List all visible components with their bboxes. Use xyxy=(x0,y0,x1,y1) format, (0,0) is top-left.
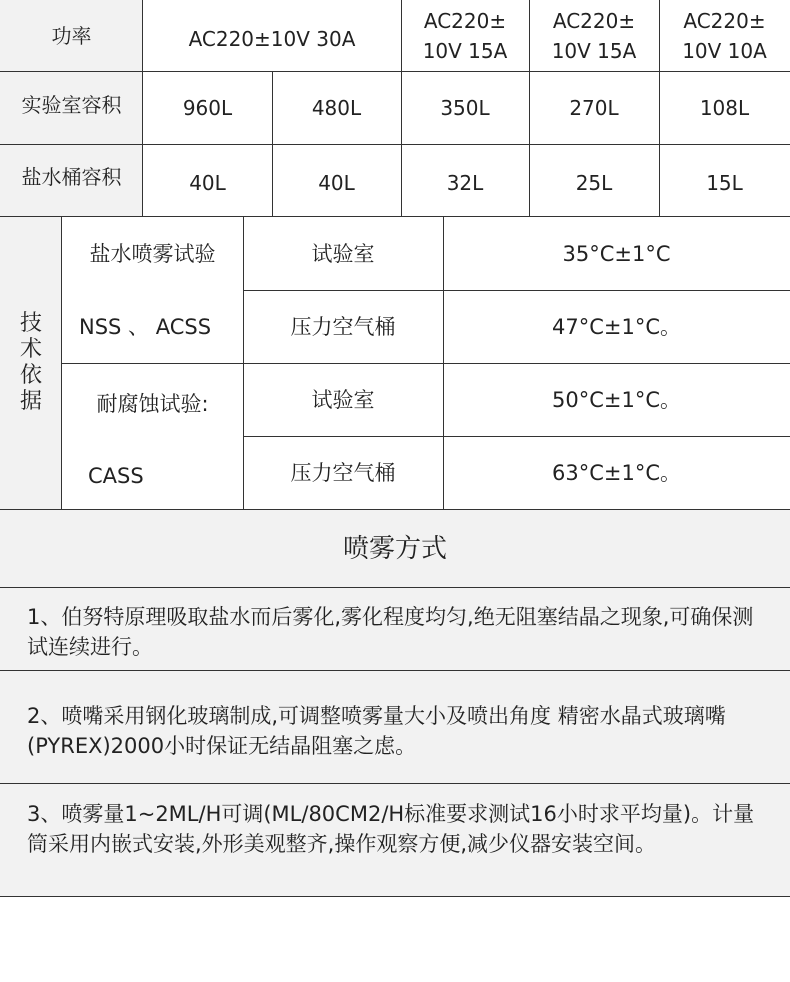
power-col4-line2: 10V 15A xyxy=(551,39,637,63)
power-col4-line1: AC220± xyxy=(552,9,636,33)
table-divider xyxy=(401,0,402,216)
tech-basis-label xyxy=(0,217,62,509)
brine-tank-volume-label: 盐水桶容积 xyxy=(21,165,122,189)
power-value-merged: AC220±10V 30A xyxy=(188,27,356,51)
spray-method-title: 喷雾方式 xyxy=(0,510,790,587)
test-item: 压力空气桶 xyxy=(290,460,396,485)
chamber-volume-cell: 350L xyxy=(440,96,490,120)
power-col5-line1: AC220± xyxy=(683,9,766,33)
table-divider xyxy=(0,71,790,72)
power-col3-line2: 10V 15A xyxy=(422,39,508,63)
tech-basis-char: 依 xyxy=(19,363,42,388)
brine-tank-volume-cell: 40L xyxy=(318,171,355,195)
power-col5-line2: 10V 10A xyxy=(682,39,767,63)
power-label: 功率 xyxy=(51,24,92,48)
chamber-volume-label: 实验室容积 xyxy=(21,93,122,117)
tech-basis-char: 据 xyxy=(19,389,42,414)
test-temperature: 50°C±1°C。 xyxy=(551,387,681,412)
chamber-volume-cell: 270L xyxy=(569,96,619,120)
corrosion-test-title: 耐腐蚀试验: xyxy=(96,391,209,416)
power-value-col4 xyxy=(529,0,659,72)
brine-tank-volume-cell: 32L xyxy=(446,171,484,195)
power-value-col3 xyxy=(401,0,529,72)
spray-method-item: 1、伯努特原理吸取盐水而后雾化,雾化程度均匀,绝无阻塞结晶之现象,可确保测试连续进行。 xyxy=(27,605,754,659)
tech-basis-char: 术 xyxy=(19,337,42,362)
chamber-volume-cell: 960L xyxy=(182,96,233,120)
table-divider xyxy=(62,363,790,364)
brine-tank-volume-cell: 15L xyxy=(706,171,743,195)
table-divider xyxy=(529,0,530,216)
table-divider xyxy=(0,144,790,145)
test-item: 试验室 xyxy=(311,241,375,266)
brine-tank-volume-cell: 25L xyxy=(575,171,613,195)
table-divider xyxy=(243,290,790,291)
power-col3-line1: AC220± xyxy=(423,9,507,33)
test-item: 试验室 xyxy=(311,387,375,412)
table-divider xyxy=(659,0,660,216)
test-temperature: 35°C±1°C xyxy=(562,241,671,266)
table-divider xyxy=(272,72,273,216)
brine-tank-volume-cell: 40L xyxy=(189,171,226,195)
table-divider xyxy=(142,0,143,216)
power-value-col5 xyxy=(659,0,790,72)
salt-spray-test-standards: NSS 、 ACSS xyxy=(79,314,212,339)
section-divider xyxy=(0,896,790,897)
test-item: 压力空气桶 xyxy=(290,314,396,339)
chamber-volume-cell: 108L xyxy=(699,96,750,120)
corrosion-test-standard: CASS xyxy=(88,463,144,488)
spray-method-item: 3、喷雾量1~2ML/H可调(ML/80CM2/H标准要求测试16小时求平均量)。计量筒采用内嵌式安装,外形美观整齐,操作观察方便,减少仪器安装空间。 xyxy=(27,802,755,856)
salt-spray-test-title: 盐水喷雾试验 xyxy=(89,241,216,266)
chamber-volume-cell: 480L xyxy=(311,96,362,120)
tech-basis-char: 技 xyxy=(19,311,42,336)
spray-method-item: 2、喷嘴采用钢化玻璃制成,可调整喷雾量大小及喷出角度 精密水晶式玻璃嘴(PYREX)2000小时保证无结晶阻塞之虑。 xyxy=(27,704,726,758)
table-divider xyxy=(243,436,790,437)
test-temperature: 63°C±1°C。 xyxy=(551,460,681,485)
test-temperature: 47°C±1°C。 xyxy=(551,314,681,339)
